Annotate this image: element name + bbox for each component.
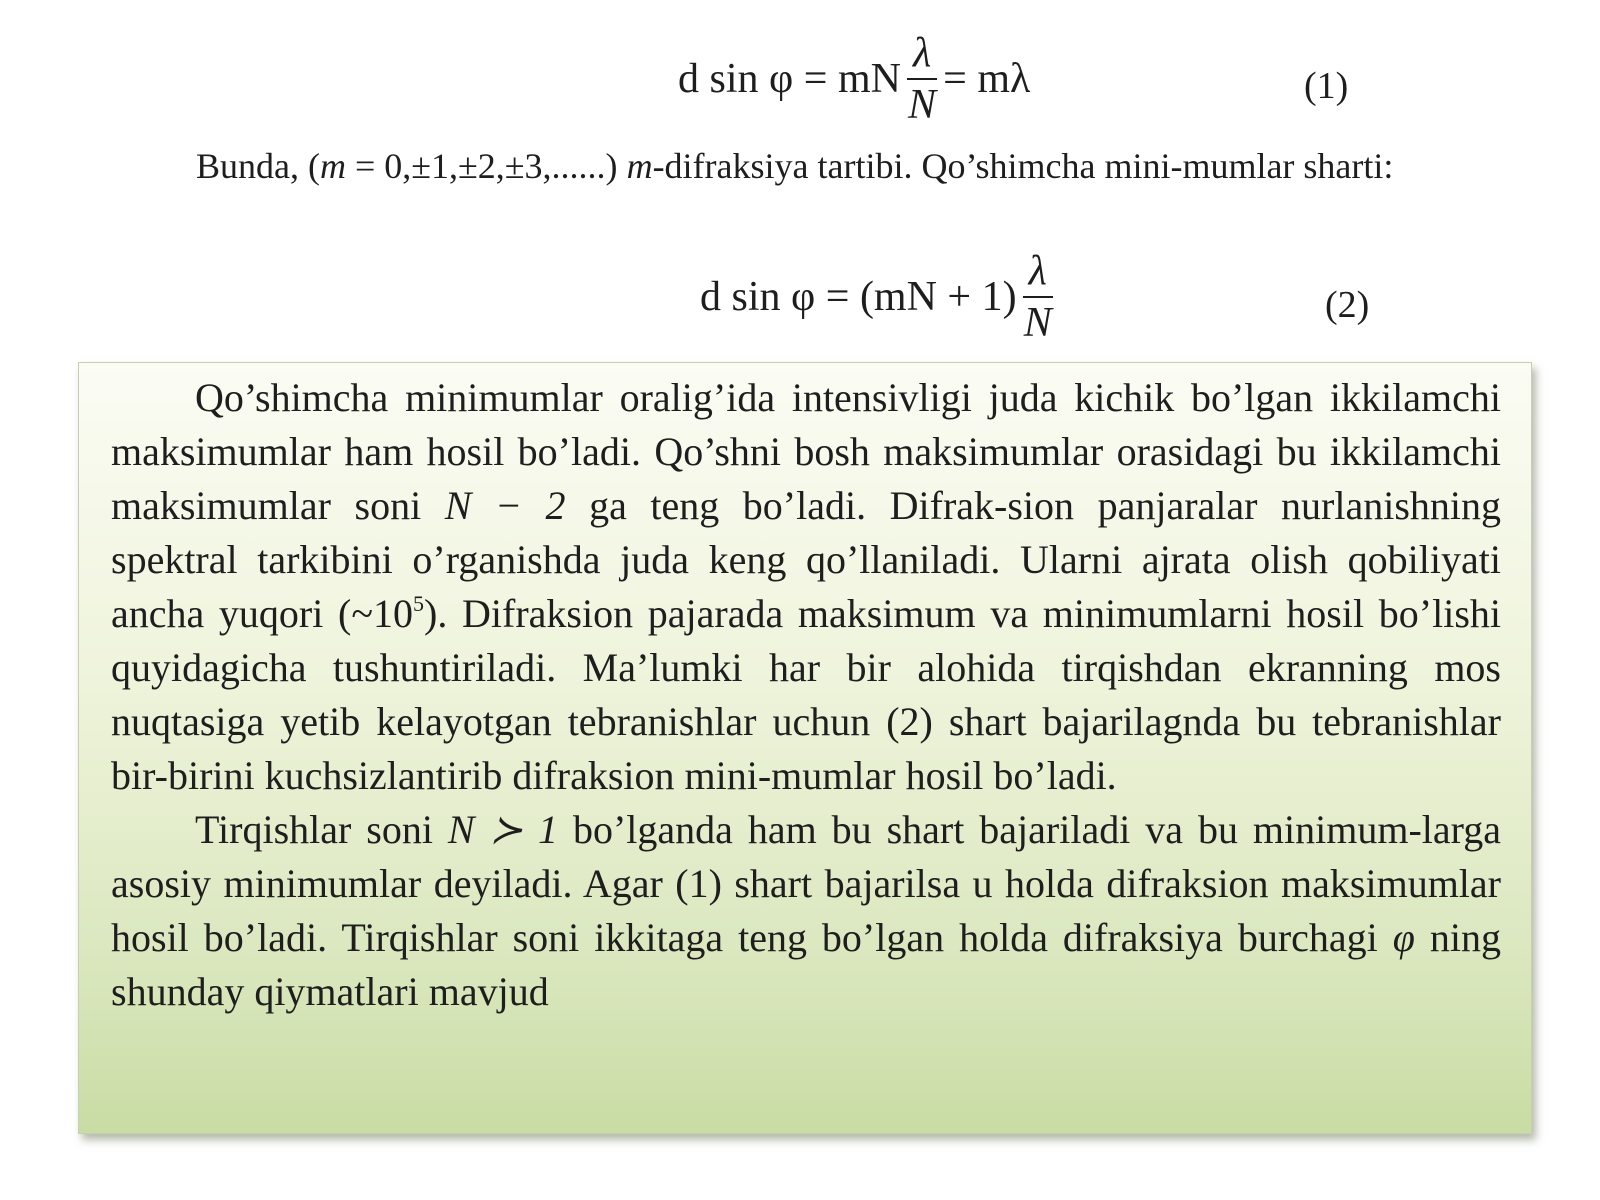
intro-math-m: m xyxy=(319,146,346,186)
fraction-numerator: λ xyxy=(1023,250,1053,298)
p2-phi: φ xyxy=(1392,915,1415,960)
p1-math: N − 2 xyxy=(444,483,566,528)
equation-2 xyxy=(700,250,1059,344)
p2-text-c: ning shunday qiymatlari mavjud xyxy=(111,915,1501,1014)
p1-superscript: 5 xyxy=(413,591,425,616)
intro-text-a: Bunda, ( xyxy=(196,146,320,186)
box-paragraph-2 xyxy=(111,803,1501,1019)
equation-1-lhs: d sin φ = mN xyxy=(678,56,901,102)
equation-1-number: (1) xyxy=(1304,65,1349,107)
equation-2-lhs: d sin φ = (mN + 1) xyxy=(700,274,1017,320)
intro-paragraph xyxy=(196,140,1426,192)
highlight-text-box xyxy=(78,362,1532,1134)
intro-text-b: = 0,±1,±2,±3,......) xyxy=(345,146,627,186)
fraction-denominator: N xyxy=(1023,300,1052,346)
equation-1-rhs: = mλ xyxy=(943,56,1031,102)
equation-1-fraction xyxy=(907,32,937,126)
box-paragraph-1 xyxy=(111,371,1501,803)
equation-2-fraction xyxy=(1023,250,1053,344)
p2-text-a: Tirqishlar soni xyxy=(195,807,448,852)
p2-text-b: bo’lganda ham bu shart bajariladi va bu minimum-larga asosiy minimumlar deyiladi. Agar (1) shart bajarilsa u holda difraksion maksimumlar hosil bo’ladi. Tirqishlar soni ikkitaga teng bo’lgan holda difraksiya burchagi xyxy=(111,807,1501,960)
intro-math-m2: m xyxy=(626,146,653,186)
p1-text-b: ga teng bo’ladi. Difrak-sion panjaralar nurlanishning spektral tarkibini o’rganishda juda keng qo’llaniladi. Ularni ajrata olish qobiliyati ancha yuqori (~10 xyxy=(111,483,1502,636)
intro-text-c: -difraksiya tartibi. Qo’shimcha mini-mumlar sharti: xyxy=(652,146,1394,186)
box-text xyxy=(111,371,1501,1019)
fraction-denominator: N xyxy=(908,82,937,128)
p2-math: N ≻ 1 xyxy=(447,807,558,852)
equation-2-number: (2) xyxy=(1325,284,1370,326)
fraction-numerator: λ xyxy=(907,32,937,80)
p1-text-c: ). Difraksion pajarada maksimum va minimumlarni hosil bo’lishi quyidagicha tushuntiriladi. Ma’lumki har bir alohida tirqishdan ekranning mos nuqtasiga yetib kelayotgan tebranishlar uchun (2) shart bajarilagnda bu tebranishlar bir-birini kuchsizlantirib difraksion mini-mumlar hosil bo’ladi. xyxy=(111,591,1502,798)
p1-text-a: Qo’shimcha minimumlar oralig’ida intensivligi juda kichik bo’lgan ikkilamchi maksimumlar ham hosil bo’ladi. Qo’shni bosh maksimumlar orasidagi bu ikkilamchi maksimumlar soni xyxy=(111,375,1501,528)
equation-1 xyxy=(678,32,1030,126)
